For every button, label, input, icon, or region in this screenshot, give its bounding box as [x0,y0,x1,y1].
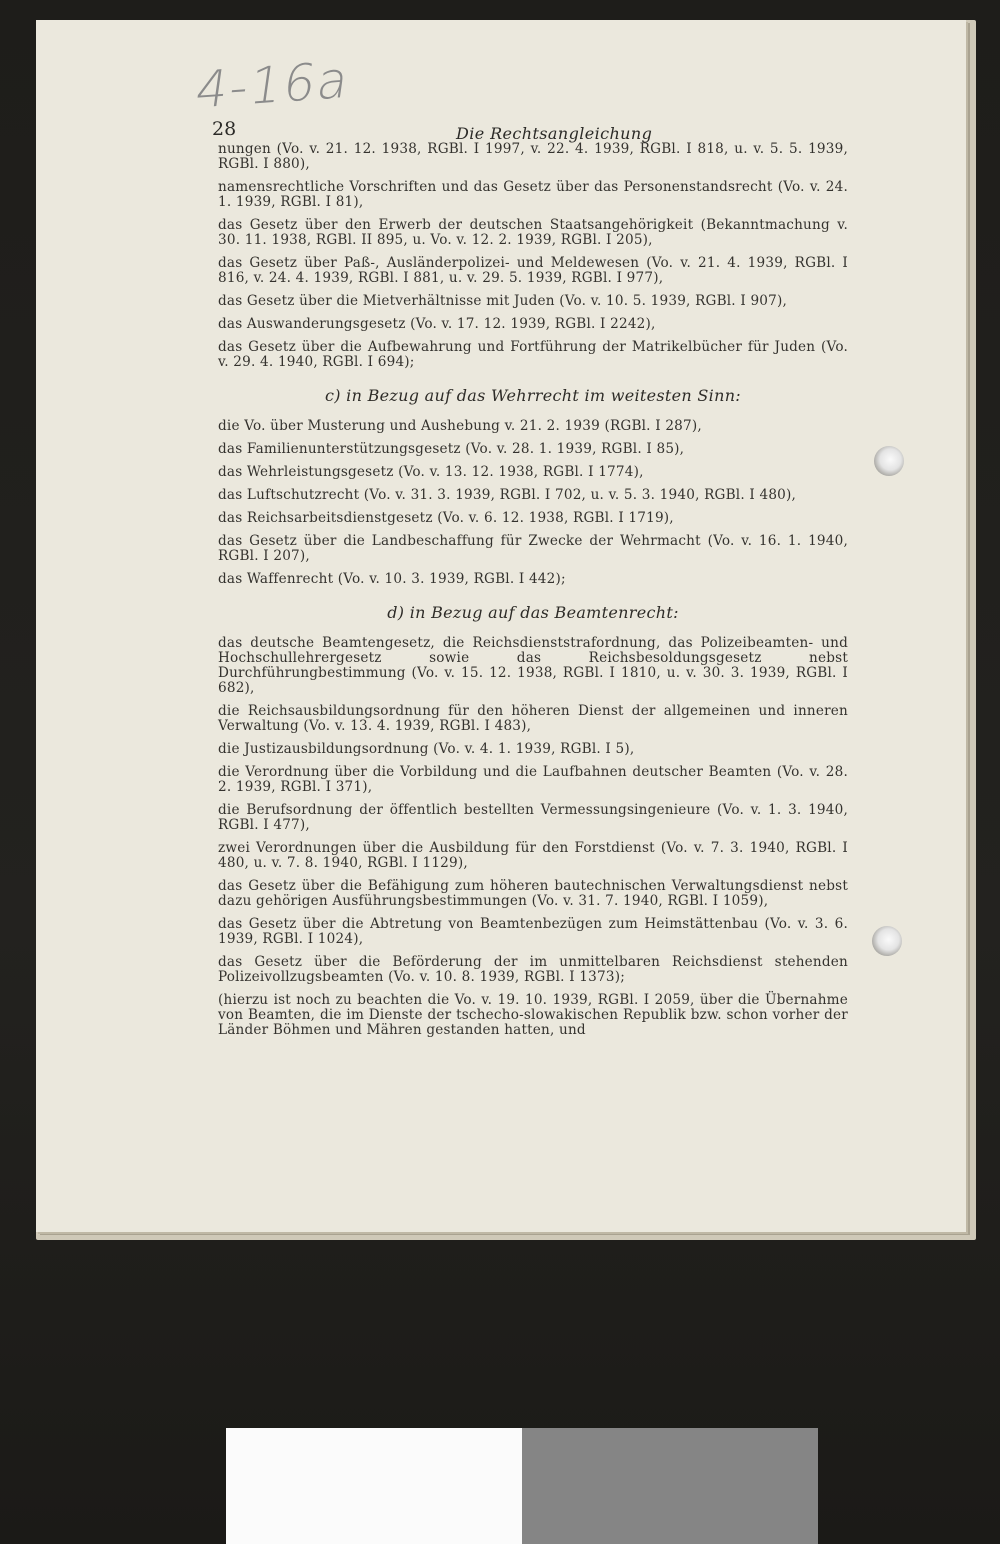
section-c-entries [218,419,848,587]
section-d-entries [218,636,848,1038]
list-item: das Familienunterstützungsgesetz (Vo. v. 28. 1. 1939, RGBl. I 85), [218,441,685,457]
color-calibration-white [226,1428,522,1544]
list-item: (hierzu ist noch zu beachten die Vo. v. 19. 10. 1939, RGBl. I 2059, über die Übernahme von Beamten, die im Dienste der tschecho-slowakischen Republik bzw. schon vorher der Länder Böhmen und Mähren gestanden hatten, und [218,992,848,1038]
list-item: die Justizausbildungsordnung (Vo. v. 4. 1. 1939, RGBl. I 5), [218,741,635,757]
list-item: das Gesetz über die Aufbewahrung und Fortführung der Matrikelbücher für Juden (Vo. v. 29. 4. 1940, RGBl. I 694); [218,339,848,370]
list-item: das Gesetz über die Befähigung zum höheren bautechnischen Verwaltungsdienst nebst dazu gehörigen Ausführungsbestimmungen (Vo. v. 31. 7. 1940, RGBl. I 1059), [218,878,848,909]
list-item: das Gesetz über die Landbeschaffung für Zwecke der Wehrmacht (Vo. v. 16. 1. 1940, RGBl. I 207), [218,533,848,564]
list-item: das Gesetz über die Abtretung von Beamtenbezügen zum Heimstättenbau (Vo. v. 3. 6. 1939, RGBl. I 1024), [218,916,848,947]
list-item: das Gesetz über die Mietverhältnisse mit Juden (Vo. v. 10. 5. 1939, RGBl. I 907), [218,293,788,309]
page-number: 28 [212,118,237,140]
list-item: das Gesetz über den Erwerb der deutschen Staatsangehörigkeit (Bekanntmachung v. 30. 11. 1938, RGBl. II 895, u. Vo. v. 12. 2. 1939, RGBl. I 205), [218,217,848,248]
list-item: das Gesetz über die Beförderung der im unmittelbaren Reichsdienst stehenden Polizeivollzugsbeamten (Vo. v. 10. 8. 1939, RGBl. I 1373); [218,954,848,985]
text-body [218,142,848,1046]
list-item: zwei Verordnungen über die Ausbildung für den Forstdienst (Vo. v. 7. 3. 1940, RGBl. I 480, u. v. 7. 8. 1940, RGBl. I 1129), [218,840,848,871]
intro-entries [218,142,848,370]
list-item: nungen (Vo. v. 21. 12. 1938, RGBl. I 1997, v. 22. 4. 1939, RGBl. I 818, u. v. 5. 5. 1939, RGBl. I 880), [218,141,848,172]
section-heading-beamtenrecht: d) in Bezug auf das Beamtenrecht: [387,603,679,622]
list-item: das Gesetz über Paß-, Ausländerpolizei- und Meldewesen (Vo. v. 21. 4. 1939, RGBl. I 816, v. 24. 4. 1939, RGBl. I 881, u. v. 29. 5. 1939, RGBl. I 977), [218,255,848,286]
list-item: die Reichsausbildungsordnung für den höheren Dienst der allgemeinen und inneren Verwaltung (Vo. v. 13. 4. 1939, RGBl. I 483), [218,703,848,734]
section-heading-wehrrecht: c) in Bezug auf das Wehrrecht im weitesten Sinn: [324,386,741,405]
list-item: die Berufsordnung der öffentlich bestellten Vermessungsingenieure (Vo. v. 1. 3. 1940, RGBl. I 477), [218,802,848,833]
punch-hole-bottom [872,926,902,956]
handwritten-note: 4-16a [192,50,355,120]
running-head: Die Rechtsangleichung [456,124,653,143]
list-item: das Wehrleistungsgesetz (Vo. v. 13. 12. 1938, RGBl. I 1774), [218,464,644,480]
list-item: das Luftschutzrecht (Vo. v. 31. 3. 1939, RGBl. I 702, u. v. 5. 3. 1940, RGBl. I 480), [218,487,797,503]
list-item: das deutsche Beamtengesetz, die Reichsdienststrafordnung, das Polizeibeamten- und Hochschullehrergesetz sowie das Reichsbesoldungsgesetz nebst Durchführungbestimmung (Vo. v. 15. 12. 1938, RGBl. I 1810, u. v. 30. 3. 1939, RGBl. I 682), [218,635,848,696]
list-item: die Vo. über Musterung und Aushebung v. 21. 2. 1939 (RGBl. I 287), [218,418,702,434]
list-item: das Waffenrecht (Vo. v. 10. 3. 1939, RGBl. I 442); [218,571,566,587]
list-item: die Verordnung über die Vorbildung und die Laufbahnen deutscher Beamten (Vo. v. 28. 2. 1939, RGBl. I 371), [218,764,848,795]
punch-hole-top [874,446,904,476]
color-calibration-gray [522,1428,818,1544]
list-item: namensrechtliche Vorschriften und das Gesetz über das Personenstandsrecht (Vo. v. 24. 1. 1939, RGBl. I 81), [218,179,848,210]
list-item: das Reichsarbeitsdienstgesetz (Vo. v. 6. 12. 1938, RGBl. I 1719), [218,510,674,526]
list-item: das Auswanderungsgesetz (Vo. v. 17. 12. 1939, RGBl. I 2242), [218,316,656,332]
